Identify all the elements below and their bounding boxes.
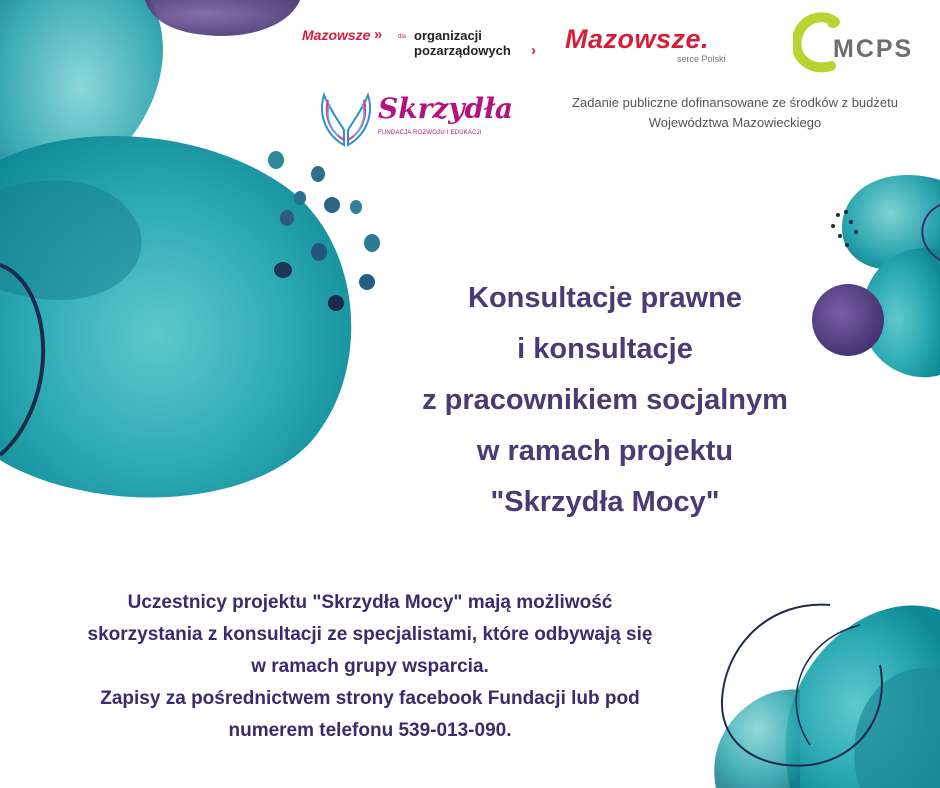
body-line2: skorzystania z konsultacji ze specjalistami, które odbywają się [87,624,653,645]
headline-line4: w ramach projektu [476,435,734,467]
mazowsze-subtitle: serce Polski [677,54,726,64]
mazowsze-ngo-logo [302,27,542,61]
funding-line2: Województwa Mazowieckiego [648,115,822,130]
ngo-arrows: » [374,26,383,43]
skrzydla-logo [316,90,514,152]
skrzydla-subtitle: FUNDACJA ROZWOJU I EDUKACJI [378,130,482,136]
body-line1: Uczestnicy projektu "Skrzydła Mocy" mają możliwość [127,592,613,613]
headline-line2: i konsultacje [517,333,693,365]
skrzydla-word: Skrzydła [378,92,514,125]
purple-blob-top [145,0,300,36]
ngo-line1: organizacji [414,28,482,43]
headline-line5: "Skrzydła Mocy" [490,486,720,518]
headline-line3: z pracownikiem socjalnym [422,384,788,416]
mazowsze-word: Mazowsze. [565,24,710,54]
body-line3: w ramach grupy wsparcia. [251,656,489,677]
headline-line1: Konsultacje prawne [468,282,742,314]
body-line5: numerem telefonu 539-013-090. [228,720,512,741]
body-line4: Zapisy za pośrednictwem strony facebook Fundacji lub pod [100,688,640,709]
ngo-line2: pozarządowych [414,43,511,58]
ngo-brand: Mazowsze [302,27,371,43]
wings-icon [316,90,376,152]
ngo-dla: dla [398,34,407,40]
ngo-arrow-end: › [531,42,536,59]
mcps-text: MCPS [833,35,914,63]
mazowsze-logo [565,24,745,69]
funding-line1: Zadanie publiczne dofinansowane ze środków z budżetu [572,95,898,110]
funding-note [560,93,910,133]
headline [375,273,835,528]
mcps-logo [793,12,923,74]
body-text [40,587,700,747]
